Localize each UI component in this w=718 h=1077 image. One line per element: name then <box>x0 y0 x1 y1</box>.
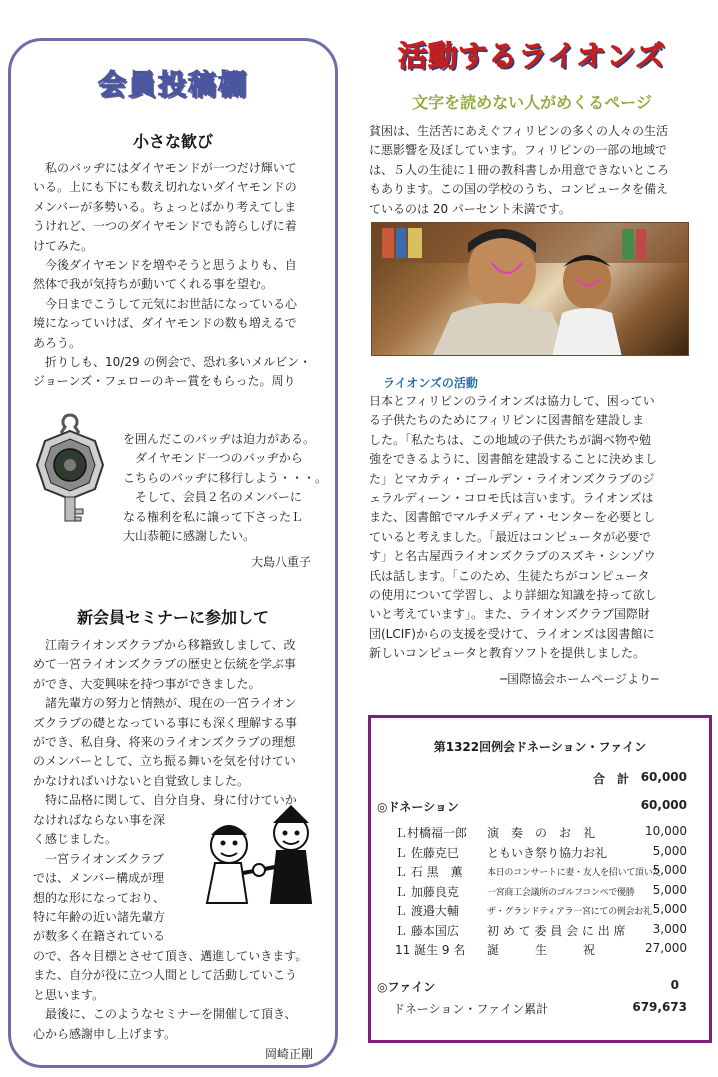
donation-amount: 5,000 <box>652 902 687 916</box>
essay1-line: 折りしも、10/29 の例会で、恐れ多いメルビン・ <box>33 355 312 370</box>
essay2-body-narrow <box>33 811 193 947</box>
article-line: の使用について学習し、より詳細な知識を持って欲し <box>369 588 657 603</box>
essay1-line: 大山恭範に感謝したい。 <box>123 529 256 544</box>
donation-amount: 5,000 <box>652 863 687 877</box>
essay2-line: 心から感謝申し上げます。 <box>33 1026 177 1041</box>
donor-name: Ｌ村橋福一郎 <box>395 826 468 840</box>
essay1-line: メンバーが多勢いる。ちょっとばかり考えてしま <box>33 199 297 214</box>
essay2-body-tail <box>33 947 333 1044</box>
essay1-author: 大島八重子 <box>251 555 312 569</box>
donation-reason: ザ・グランドティアラ一宮にての例会お礼 <box>487 907 652 917</box>
member-contribution-title: 会員投稿欄 <box>97 68 248 101</box>
donation-reason: 演 奏 の お 礼 <box>487 826 596 840</box>
essay2-line: 最後に、このようなセミナーを開催して頂き、 <box>33 1007 297 1022</box>
article-line: もあります。この国の学校のうち、コンピュータを備え <box>369 182 669 197</box>
essay2-line: また、自分が役に立つ人間として活動していこう <box>33 968 298 983</box>
active-lions-subtitle: 文字を読めない人がめくるページ <box>412 93 652 112</box>
donor-name: 11 誕生 9 名 <box>395 943 466 957</box>
total-label: 合 計 <box>593 772 630 786</box>
donation-amount: 5,000 <box>652 882 687 897</box>
donation-reason: 誕 生 祝 <box>487 943 596 957</box>
donation-amount: 3,000 <box>652 921 687 936</box>
donation-value: 60,000 <box>640 798 687 812</box>
essay2-line: ズクラブの礎となっている事にも深く理解する事 <box>33 715 298 730</box>
donor-name: Ｌ 渡邉大輔 <box>395 904 459 918</box>
cumulative-value: 679,673 <box>632 1000 687 1014</box>
essay2-line: と思います。 <box>33 987 105 1002</box>
essay1-line: いる。上にも下にも数え切れないダイヤモンドの <box>33 180 297 195</box>
essay2-line: ので、各々目標とさせて頂き、邁進していきます。 <box>33 949 308 963</box>
article-line: す」と名古屋西ライオンズクラブのスズキ・シンゾウ <box>369 549 656 564</box>
essay2-line: 想的な形になっており、 <box>33 890 166 905</box>
donor-name: Ｌ 加藤良克 <box>395 884 459 899</box>
essay2-line: なければならない事を深 <box>33 813 166 827</box>
essay2-title: 新会員セミナーに参加して <box>76 608 269 627</box>
donor-name: Ｌ 藤本国広 <box>395 923 459 938</box>
essay2-line: ができ、大変興味を持つ事ができました。 <box>33 676 261 691</box>
article-line: した。「私たちは、この地域の子供たちが調べ物や勉 <box>369 432 652 447</box>
key-award-badge-image <box>25 409 115 529</box>
essay1-line: 私のバッヂにはダイヤモンドが一つだけ輝いて <box>33 161 297 175</box>
essay1-line: こちらのバッヂに移行しよう・・・。 <box>123 470 328 485</box>
essay2-line: が数多く在籍されている <box>33 929 166 944</box>
donation-fine-box <box>368 715 712 1043</box>
essay1-line: そして、会員２名のメンバーに <box>123 490 302 505</box>
member-contribution-panel <box>8 38 338 1068</box>
essay1-body-narrow <box>123 430 328 546</box>
article-line: は、５人の生徒に１冊の教科書しか用意できないところ <box>369 162 670 177</box>
essay2-line: めて一宮ライオンズクラブの歴史と伝統を学ぶ事 <box>33 657 296 672</box>
essay1-line: うけれど、一つのダイヤモンドでも誇らしげに着 <box>33 219 297 234</box>
fine-value: 0 <box>670 978 679 992</box>
article-source: ─国際協会ホームページより─ <box>500 672 659 686</box>
donor-name: Ｌ 佐藤克巳 <box>395 845 459 860</box>
essay1-line: ジョーンズ・フェローのキー賞をもらった。周り <box>33 374 296 389</box>
total-value: 60,000 <box>640 770 687 784</box>
essay2-line: 諸先輩方の努力と情熱が、現在の一宮ライオン <box>33 696 297 711</box>
essay2-line: のメンバーとして、立ち振る舞いを気を付けてい <box>33 754 296 769</box>
article-line: ているのは 20 パーセント未満です。 <box>369 201 571 216</box>
donor-name: Ｌ 石 黒 薫 <box>395 865 463 879</box>
article-intro <box>369 122 699 219</box>
essay2-line: 特に品格に関して、自分自身、身に付けていか <box>33 793 297 808</box>
library-children-photo <box>371 222 689 356</box>
essay1-line: あろう。 <box>33 335 82 350</box>
essay1-line: なる権利を私に譲って下さったＬ <box>123 509 304 524</box>
cartoon-illustration <box>193 793 325 915</box>
essay2-line: ができ、私自身、将来のライオンズクラブの理想 <box>33 735 296 750</box>
active-lions-title: 活動するライオンズ <box>398 39 666 73</box>
article-line: 団(LCIF)からの支援を受けて、ライオンズは図書館に <box>369 626 655 641</box>
donation-label: ◎ドネーション <box>377 800 459 814</box>
donation-amount: 27,000 <box>645 941 687 955</box>
essay2-line: く感じました。 <box>33 832 118 847</box>
essay2-author: 岡崎正剛 <box>265 1047 314 1061</box>
essay1-line: 境になっていけば、ダイヤモンドの数も増えるで <box>33 316 297 331</box>
donation-fine-title: 第1322回例会ドネーション・ファイン <box>433 740 647 754</box>
essay2-line: かなければいけないと自覚致しました。 <box>33 773 250 788</box>
essay2-line: では、メンバー構成が理 <box>33 871 165 886</box>
donation-reason: 本日のコンサートに妻・友人を招いて頂いた <box>487 868 662 878</box>
essay2-line: 江南ライオンズクラブから移籍致しまして、改 <box>33 638 296 652</box>
essay1-line: 今日までこうして元気にお世話になっている心 <box>33 296 298 311</box>
essay1-line: ダイヤモンド一つのバッヂから <box>123 451 303 466</box>
essay2-line: 特に年齢の近い諸先輩方 <box>33 910 166 925</box>
donation-reason: ともいき祭り協力お礼 <box>487 845 608 860</box>
article-body <box>369 392 699 664</box>
essay1-line: けてみた。 <box>33 238 94 253</box>
essay1-line: を囲んだこのバッヂは迫力がある。 <box>123 432 316 446</box>
article-line: 新しいコンピュータと教育ソフトを提供しました。 <box>369 646 646 661</box>
essay1-body <box>33 159 325 392</box>
donation-reason: 初 め て 委 員 会 に 出 席 <box>487 923 626 938</box>
essay1-title: 小さな歓び <box>132 132 213 151</box>
article-line: 貧困は、生活苦にあえぐフィリピンの多くの人々の生活 <box>369 124 669 138</box>
donation-amount: 10,000 <box>645 824 687 838</box>
article-line: た」とマカティ・ゴールデン・ライオンズクラブのジ <box>369 471 655 486</box>
article-line: いと考えています」。また、ライオンズクラブ国際財 <box>369 607 650 622</box>
essay1-line: 今後ダイヤモンドを増やそうと思うよりも、自 <box>33 258 297 273</box>
cumulative-label: ドネーション・ファイン累計 <box>393 1002 549 1016</box>
fine-label: ◎ファイン <box>377 980 436 994</box>
article-line: 日本とフィリピンのライオンズは協力して、困ってい <box>369 394 655 408</box>
lions-activity-heading: ライオンズの活動 <box>383 376 478 390</box>
article-line: に悪影響を及ぼしています。フィリピンの一部の地域で <box>369 143 668 158</box>
donation-amount: 5,000 <box>652 843 687 858</box>
article-line: る子供たちのためにフィリピンに図書館を建設しま <box>369 413 645 428</box>
article-line: 強をできるように、図書館を建設することに決めまし <box>369 452 658 467</box>
donation-reason: 一宮商工会議所のゴルフコンペで優勝 <box>487 887 635 898</box>
article-line: 氏は話します。「このため、生徒たちがコンピュータ <box>369 568 650 583</box>
article-line: ていると考えました。「最近はコンピュータが必要で <box>369 529 652 544</box>
article-line: ェラルディーン・コロモ氏は言います。ライオンズは <box>369 491 654 506</box>
essay2-line: 一宮ライオンズクラブ <box>33 851 164 866</box>
essay2-body <box>33 636 325 811</box>
essay1-line: 然体で我が気持ちが動いてくれる事を望む。 <box>33 277 274 292</box>
article-line: また、図書館でマルチメディア・センターを必要とし <box>369 510 656 525</box>
